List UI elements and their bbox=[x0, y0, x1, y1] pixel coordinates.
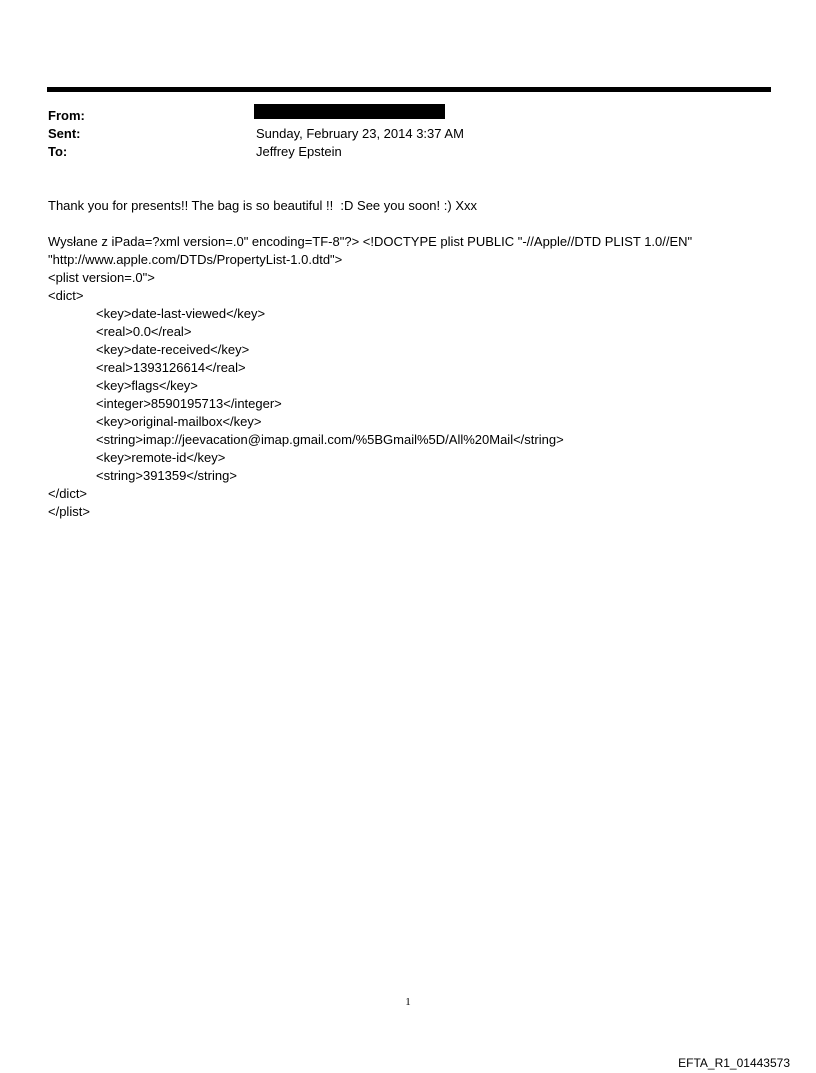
plist-line: <string>391359</string> bbox=[96, 468, 237, 483]
page-number: 1 bbox=[405, 996, 411, 1008]
plist-line: </dict> bbox=[48, 486, 88, 501]
to-value: Jeffrey Epstein bbox=[256, 144, 342, 159]
plist-line: "http://www.apple.com/DTDs/PropertyList-1.0.dtd"> bbox=[48, 252, 343, 267]
plist-line: <key>original-mailbox</key> bbox=[96, 414, 262, 429]
plist-line: <plist version=.0"> bbox=[48, 270, 155, 285]
to-label: To: bbox=[48, 144, 68, 159]
sent-value: Sunday, February 23, 2014 3:37 AM bbox=[256, 126, 464, 141]
plist-line: </plist> bbox=[48, 504, 90, 519]
plist-line: <dict> bbox=[48, 288, 84, 303]
plist-line: <real>1393126614</real> bbox=[96, 360, 246, 375]
plist-line: <real>0.0</real> bbox=[96, 324, 192, 339]
document-id: EFTA_R1_01443573 bbox=[678, 1056, 790, 1070]
message-text: Thank you for presents!! The bag is so beautiful !! :D See you soon! :) Xxx bbox=[48, 198, 477, 213]
plist-line: Wysłane z iPada=?xml version=.0" encoding=TF-8"?> <!DOCTYPE plist PUBLIC "-//Apple//DTD PLIST 1.0//EN" bbox=[48, 234, 693, 249]
redacted-sender bbox=[254, 104, 445, 119]
header-divider bbox=[47, 87, 771, 92]
plist-line: <integer>8590195713</integer> bbox=[96, 396, 282, 411]
plist-line: <string>imap://jeevacation@imap.gmail.com/%5BGmail%5D/All%20Mail</string> bbox=[96, 432, 564, 447]
plist-line: <key>date-received</key> bbox=[96, 342, 250, 357]
sent-label: Sent: bbox=[48, 126, 81, 141]
from-label: From: bbox=[48, 108, 85, 123]
plist-line: <key>remote-id</key> bbox=[96, 450, 226, 465]
plist-line: <key>date-last-viewed</key> bbox=[96, 306, 266, 321]
plist-line: <key>flags</key> bbox=[96, 378, 198, 393]
